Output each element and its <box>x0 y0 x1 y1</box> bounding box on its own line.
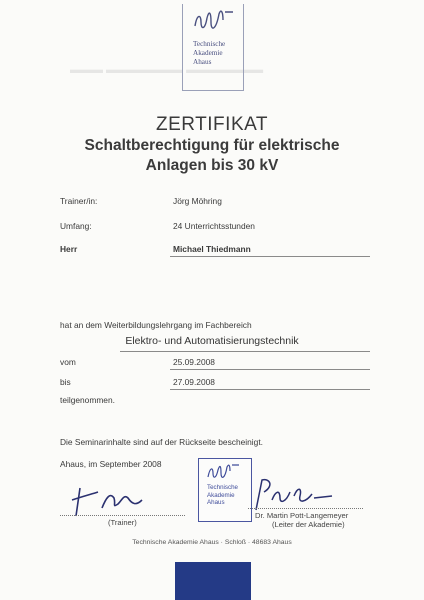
bis-value: 27.09.2008 <box>173 377 215 387</box>
logo-line-3: Ahaus <box>193 58 212 66</box>
vom-value: 25.09.2008 <box>173 357 215 367</box>
vom-label: vom <box>60 357 76 367</box>
logo-text <box>193 40 243 67</box>
bis-label: bis <box>60 377 71 387</box>
umfang-label: Umfang: <box>60 221 92 231</box>
leiter-name: Dr. Martin Pott-Langemeyer <box>255 511 349 520</box>
logo-line-1: Technische <box>193 40 226 48</box>
certificate-subtitle <box>0 136 424 176</box>
logo-mark-icon <box>192 6 236 36</box>
leiter-signature-line <box>248 508 363 509</box>
certificate-title: ZERTIFIKAT <box>156 114 268 135</box>
trainer-value: Jörg Möhring <box>173 196 222 206</box>
bottom-blue-band <box>175 562 251 600</box>
anrede: Herr <box>60 244 78 254</box>
ghost-text: ▬▬▬ ▬▬▬▬▬▬▬ ▬▬▬▬▬▬▬ <box>70 64 264 76</box>
leiter-caption: (Leiter der Akademie) <box>272 520 345 529</box>
stamp-line-1: Technische <box>207 484 238 491</box>
lehrgang-text: hat an dem Weiterbildungslehrgang im Fachbereich <box>60 320 252 330</box>
name-underline <box>170 256 370 257</box>
trainer-signature-line <box>60 515 185 516</box>
footer-address: Technische Akademie Ahaus · Schloß · 48683 Ahaus <box>132 539 292 546</box>
subtitle-line-1: Schaltberechtigung für elektrische <box>84 137 340 154</box>
fachbereich-underline <box>120 351 370 352</box>
stamp-line-2: Akademie <box>207 491 235 499</box>
trainer-label: Trainer/in: <box>60 196 98 206</box>
place-date: Ahaus, im September 2008 <box>60 459 162 469</box>
bis-underline <box>170 389 370 390</box>
subtitle-line-2: Anlagen bis 30 kV <box>145 157 279 174</box>
trainer-caption: (Trainer) <box>108 518 137 527</box>
recipient-name: Michael Thiedmann <box>173 244 251 254</box>
stamp-line-3: Ahaus <box>207 499 225 507</box>
stamp-logo-icon <box>206 461 242 483</box>
seminar-note: Die Seminarinhalte sind auf der Rückseite bescheinigt. <box>60 437 263 447</box>
stamp-text <box>207 484 251 507</box>
fachbereich: Elektro- und Automatisierungstechnik <box>125 335 299 347</box>
logo-line-2: Akademie <box>193 49 223 57</box>
umfang-value: 24 Unterrichtsstunden <box>173 221 255 231</box>
teilgenommen: teilgenommen. <box>60 395 115 405</box>
vom-underline <box>170 369 370 370</box>
